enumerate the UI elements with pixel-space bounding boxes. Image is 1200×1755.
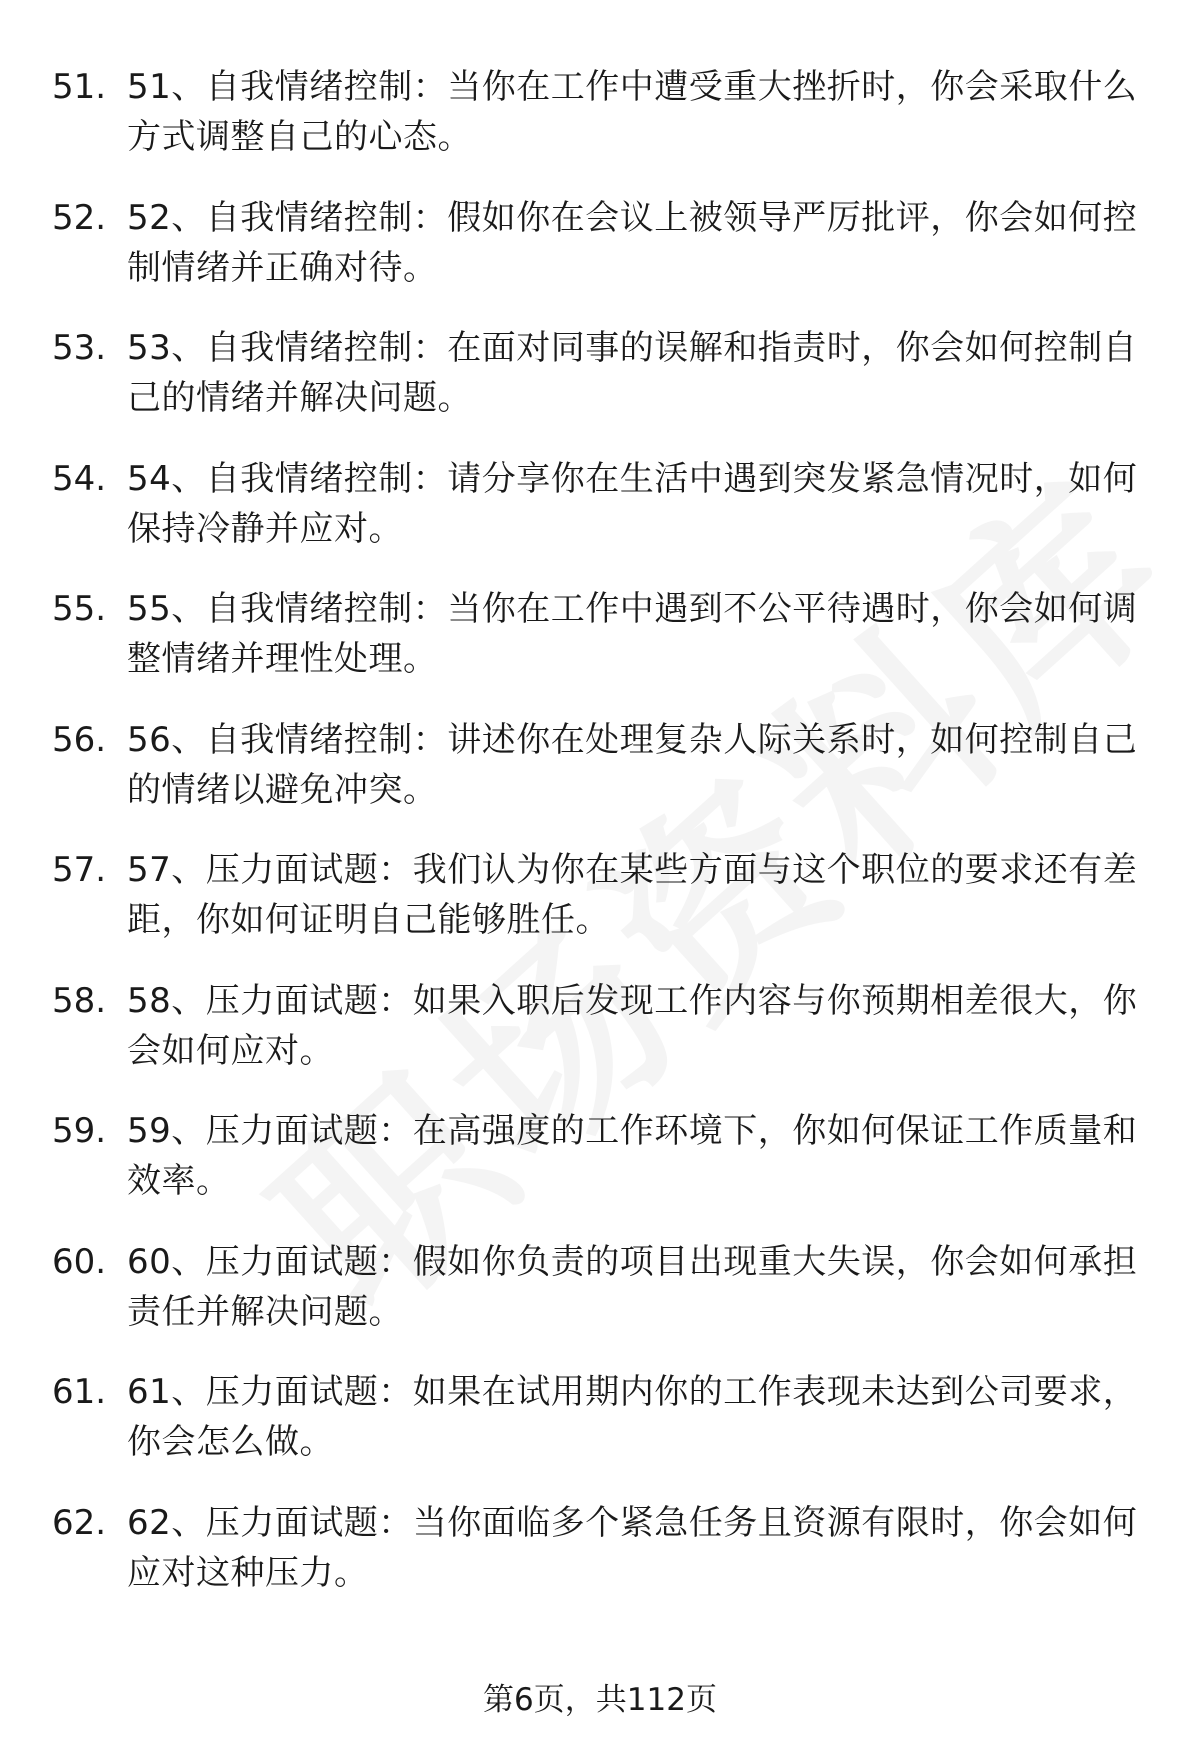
list-item (0, 845, 1200, 976)
item-number: 62. (52, 1502, 107, 1543)
list-item (0, 1237, 1200, 1368)
page-footer: 第6页，共112页 (483, 1682, 717, 1718)
item-number: 55. (52, 589, 107, 629)
list-item (0, 1367, 1200, 1498)
item-text: 60、压力面试题：假如你负责的项目出现重大失误，你会如何承担责任并解决问题。 (127, 1241, 1138, 1332)
list-item (0, 454, 1200, 585)
item-text: 52、自我情绪控制：假如你在会议上被领导严厉批评，你会如何控制情绪并正确对待。 (127, 197, 1138, 288)
list-item (0, 1106, 1200, 1237)
item-number: 58. (52, 980, 107, 1021)
item-text: 61、压力面试题：如果在试用期内你的工作表现未达到公司要求，你会怎么做。 (127, 1372, 1138, 1462)
item-number: 53. (52, 328, 107, 368)
item-number: 54. (52, 458, 107, 499)
list-item (0, 62, 1200, 193)
list-item (0, 1498, 1200, 1629)
list-item (0, 976, 1200, 1107)
item-text: 59、压力面试题：在高强度的工作环境下，你如何保证工作质量和效率。 (127, 1111, 1138, 1201)
item-number: 59. (52, 1111, 107, 1151)
item-text: 56、自我情绪控制：讲述你在处理复杂人际关系时，如何控制自己的情绪以避免冲突。 (127, 719, 1138, 810)
item-number: 57. (52, 850, 107, 890)
list-item (0, 193, 1200, 324)
list-item (0, 323, 1200, 454)
item-number: 56. (52, 719, 107, 760)
item-number: 60. (52, 1241, 107, 1282)
item-text: 58、压力面试题：如果入职后发现工作内容与你预期相差很大，你会如何应对。 (127, 980, 1138, 1071)
list-item (0, 584, 1200, 715)
question-list (0, 62, 1200, 1628)
item-text: 55、自我情绪控制：当你在工作中遇到不公平待遇时，你会如何调整情绪并理性处理。 (127, 589, 1138, 679)
item-text: 53、自我情绪控制：在面对同事的误解和指责时，你会如何控制自己的情绪并解决问题。 (127, 328, 1138, 418)
item-number: 52. (52, 197, 107, 238)
item-text: 57、压力面试题：我们认为你在某些方面与这个职位的要求还有差距，你如何证明自己能够胜任。 (127, 850, 1138, 940)
item-text: 62、压力面试题：当你面临多个紧急任务且资源有限时，你会如何应对这种压力。 (127, 1502, 1138, 1593)
item-number: 61. (52, 1372, 107, 1412)
item-text: 51、自我情绪控制：当你在工作中遭受重大挫折时，你会采取什么方式调整自己的心态。 (127, 67, 1138, 157)
list-item (0, 715, 1200, 846)
item-text: 54、自我情绪控制：请分享你在生活中遇到突发紧急情况时，如何保持冷静并应对。 (127, 458, 1138, 549)
item-number: 51. (52, 67, 107, 107)
